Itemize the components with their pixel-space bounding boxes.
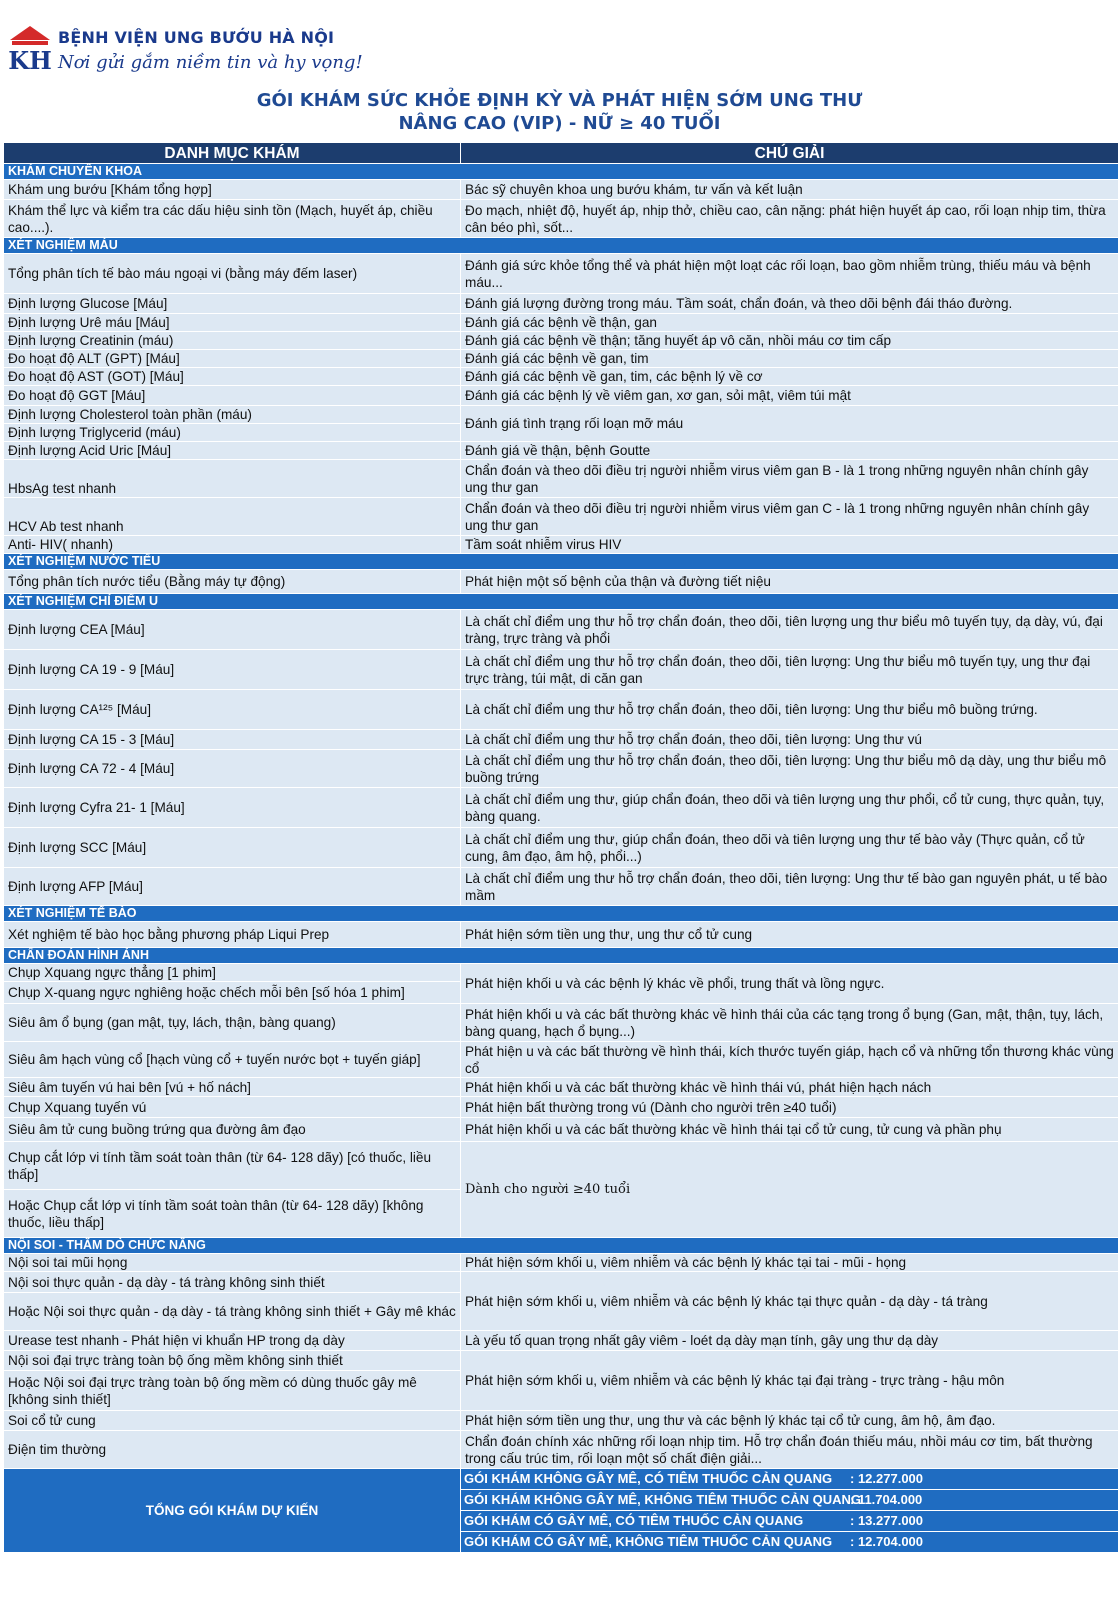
exam-item: Định lượng CA¹²⁵ [Máu]	[4, 690, 461, 730]
exam-item: Định lượng Acid Uric [Máu]	[4, 442, 461, 460]
exam-note: Đánh giá sức khỏe tổng thể và phát hiện một loạt các rối loạn, bao gồm nhiễm trùng, thiếu máu và bệnh máu...	[461, 254, 1119, 294]
exam-note: Đánh giá các bệnh lý về viêm gan, xơ gan, sỏi mật, viêm túi mật	[461, 386, 1119, 406]
exam-item: Định lượng CA 15 - 3 [Máu]	[4, 730, 461, 750]
exam-note: Phát hiện khối u và các bệnh lý khác về phổi, trung thất và lồng ngực.	[461, 964, 1119, 1004]
exam-note: Đánh giá tình trạng rối loạn mỡ máu	[461, 406, 1119, 442]
section-title: XÉT NGHIỆM CHỈ ĐIỂM U	[4, 594, 1119, 610]
package-name: GÓI KHÁM CÓ GÂY MÊ, CÓ TIÊM THUỐC CẢN QUANG	[464, 1513, 804, 1528]
exam-item: Đo hoạt độ GGT [Máu]	[4, 386, 461, 406]
logo-letters: KH	[8, 46, 52, 74]
exam-note: Phát hiện sớm tiền ung thư, ung thư cổ tử cung	[461, 922, 1119, 948]
exam-note: Là chất chỉ điểm ung thư hỗ trợ chẩn đoán, theo dõi, tiên lượng: Ung thư biểu mô tuyến tụy, ung thư đại trực tràng, túi mật, di căn gan	[461, 650, 1119, 690]
exam-note: Là chất chỉ điểm ung thư hỗ trợ chẩn đoán, theo dõi, tiên lượng: Ung thư biểu mô buồng trứng.	[461, 690, 1119, 730]
exam-item: Xét nghiệm tế bào học bằng phương pháp Liqui Prep	[4, 922, 461, 948]
exam-item: Nội soi thực quản - dạ dày - tá tràng không sinh thiết	[4, 1272, 461, 1293]
exam-note: Phát hiện sớm tiền ung thư, ung thư và các bệnh lý khác tại cổ tử cung, âm hộ, âm đạo.	[461, 1411, 1119, 1431]
package-name: GÓI KHÁM CÓ GÂY MÊ, KHÔNG TIÊM THUỐC CẢN QUANG	[464, 1534, 833, 1549]
exam-note: Dành cho người ≥40 tuổi	[461, 1142, 1119, 1238]
exam-item: Chụp X-quang ngực nghiêng hoặc chếch mỗi bên [số hóa 1 phim]	[4, 982, 461, 1004]
package-price: : 11.704.000	[850, 1492, 923, 1507]
exam-item: Định lượng AFP [Máu]	[4, 868, 461, 906]
exam-package-table	[3, 142, 1119, 1553]
exam-note: Là chất chỉ điểm ung thư hỗ trợ chẩn đoán, theo dõi, tiên lượng: Ung thư biểu mô dạ dày, ung thư biểu mô buồng trứng	[461, 750, 1119, 788]
page-title-line-1: GÓI KHÁM SỨC KHỎE ĐỊNH KỲ VÀ PHÁT HIỆN SỚM UNG THƯ	[256, 90, 863, 111]
page-title-line-2: NÂNG CAO (VIP) - NỮ ≥ 40 TUỔI	[398, 113, 721, 134]
section-title: CHẨN ĐOÁN HÌNH ẢNH	[4, 948, 1119, 964]
exam-note: Đánh giá lượng đường trong máu. Tầm soát, chẩn đoán, và theo dõi bệnh đái tháo đường.	[461, 294, 1119, 314]
exam-item: Hoặc Nội soi thực quản - dạ dày - tá tràng không sinh thiết + Gây mê khác	[4, 1293, 461, 1331]
exam-note: Phát hiện khối u và các bất thường khác về hình thái tại cổ tử cung, tử cung và phần phụ	[461, 1118, 1119, 1142]
total-package-label: TỔNG GÓI KHÁM DỰ KIẾN	[4, 1469, 461, 1553]
column-header-note: CHÚ GIẢI	[461, 143, 1119, 164]
exam-note: Bác sỹ chuyên khoa ung bướu khám, tư vấn và kết luận	[461, 180, 1119, 200]
hospital-logo-icon	[8, 24, 52, 74]
exam-item: Khám thể lực và kiểm tra các dấu hiệu sinh tồn (Mạch, huyết áp, chiều cao....).	[4, 200, 461, 238]
package-name: GÓI KHÁM KHÔNG GÂY MÊ, KHÔNG TIÊM THUỐC CẢN QUANG	[464, 1492, 861, 1507]
exam-note: Chẩn đoán và theo dõi điều trị người nhiễm virus viêm gan C - là 1 trong những nguyên nhân chính gây ung thư gan	[461, 498, 1119, 536]
column-header-item: DANH MỤC KHÁM	[4, 143, 461, 164]
package-price-row	[461, 1532, 1119, 1553]
exam-item: Hoặc Chụp cắt lớp vi tính tầm soát toàn thân (từ 64- 128 dãy) [không thuốc, liều thấp]	[4, 1190, 461, 1238]
exam-item: Soi cổ tử cung	[4, 1411, 461, 1431]
exam-item: Đo hoạt độ AST (GOT) [Máu]	[4, 368, 461, 386]
package-price: : 13.277.000	[850, 1513, 924, 1528]
exam-note: Là chất chỉ điểm ung thư hỗ trợ chẩn đoán, theo dõi, tiên lượng: Ung thư tế bào gan nguyên phát, u tế bào mầm	[461, 868, 1119, 906]
exam-item: Anti- HIV( nhanh)	[4, 536, 461, 554]
hospital-name: BỆNH VIỆN UNG BƯỚU HÀ NỘI	[58, 28, 335, 47]
package-name: GÓI KHÁM KHÔNG GÂY MÊ, CÓ TIÊM THUỐC CẢN QUANG	[464, 1471, 833, 1486]
exam-item: Nội soi tai mũi họng	[4, 1254, 461, 1272]
exam-item: Chụp cắt lớp vi tính tầm soát toàn thân (từ 64- 128 dãy) [có thuốc, liều thấp]	[4, 1142, 461, 1190]
exam-item: Chụp Xquang tuyến vú	[4, 1097, 461, 1118]
exam-item: Định lượng Cholesterol toàn phần (máu)	[4, 406, 461, 424]
section-title: NỘI SOI - THĂM DÒ CHỨC NĂNG	[4, 1238, 1119, 1254]
exam-item: Định lượng Urê máu [Máu]	[4, 314, 461, 332]
exam-item: Định lượng Triglycerid (máu)	[4, 424, 461, 442]
exam-item: Đo hoạt độ ALT (GPT) [Máu]	[4, 350, 461, 368]
package-price: : 12.277.000	[850, 1471, 924, 1486]
section-title: XÉT NGHIỆM TẾ BÀO	[4, 906, 1119, 922]
hospital-slogan: Nơi gửi gắm niềm tin và hy vọng!	[58, 52, 363, 73]
exam-note: Đo mạch, nhiệt độ, huyết áp, nhịp thở, chiều cao, cân nặng: phát hiện huyết áp cao, rối loạn nhịp tim, thừa cân béo phì, sốt...	[461, 200, 1119, 238]
exam-note: Phát hiện khối u và các bất thường khác về hình thái vú, phát hiện hạch nách	[461, 1078, 1119, 1097]
exam-item: Siêu âm hạch vùng cổ [hạch vùng cổ + tuyến nước bọt + tuyến giáp]	[4, 1042, 461, 1078]
exam-item: Định lượng CA 19 - 9 [Máu]	[4, 650, 461, 690]
exam-note: Là yếu tố quan trọng nhất gây viêm - loét dạ dày mạn tính, gây ung thư dạ dày	[461, 1331, 1119, 1351]
exam-note: Phát hiện bất thường trong vú (Dành cho người trên ≥40 tuổi)	[461, 1097, 1119, 1118]
exam-note: Đánh giá các bệnh về thận; tăng huyết áp vô căn, nhồi máu cơ tim cấp	[461, 332, 1119, 350]
package-price-row	[461, 1469, 1119, 1490]
exam-item: Định lượng CEA [Máu]	[4, 610, 461, 650]
package-price: : 12.704.000	[850, 1534, 924, 1549]
exam-item: Urease test nhanh - Phát hiện vi khuẩn HP trong dạ dày	[4, 1331, 461, 1351]
exam-note: Phát hiện u và các bất thường về hình thái, kích thước tuyến giáp, hạch cổ và những tổn thương khác vùng cổ	[461, 1042, 1119, 1078]
exam-item: Tổng phân tích tế bào máu ngoại vi (bằng máy đếm laser)	[4, 254, 461, 294]
hospital-logo	[8, 22, 363, 82]
exam-note: Phát hiện khối u và các bất thường khác về hình thái của các tạng trong ổ bụng (Gan, mật, thận, tụy, lách, bàng quang, hạch ổ bụng...)	[461, 1004, 1119, 1042]
exam-item: Khám ung bướu [Khám tổng hợp]	[4, 180, 461, 200]
section-title: XÉT NGHIỆM MÁU	[4, 238, 1119, 254]
exam-item: HbsAg test nhanh	[4, 460, 461, 498]
exam-item: Siêu âm tuyến vú hai bên [vú + hố nách]	[4, 1078, 461, 1097]
exam-item: Nội soi đại trực tràng toàn bộ ống mềm không sinh thiết	[4, 1351, 461, 1371]
exam-note: Là chất chỉ điểm ung thư, giúp chẩn đoán, theo dõi và tiên lượng ung thư phổi, cổ tử cung, thực quản, tụy, bàng quang.	[461, 788, 1119, 828]
exam-note: Phát hiện sớm khối u, viêm nhiễm và các bệnh lý khác tại tai - mũi - họng	[461, 1254, 1119, 1272]
exam-item: Điện tim thường	[4, 1431, 461, 1469]
package-price-row	[461, 1511, 1119, 1532]
exam-item: Siêu âm ổ bụng (gan mật, tụy, lách, thận, bàng quang)	[4, 1004, 461, 1042]
exam-note: Đánh giá các bệnh về gan, tim	[461, 350, 1119, 368]
exam-note: Tầm soát nhiễm virus HIV	[461, 536, 1119, 554]
exam-item: Chụp Xquang ngực thẳng [1 phim]	[4, 964, 461, 982]
exam-note: Là chất chỉ điểm ung thư hỗ trợ chẩn đoán, theo dõi, tiên lượng ung thư biểu mô tuyến tụy, dạ dày, vú, đại tràng, trực tràng và phổi	[461, 610, 1119, 650]
exam-item: HCV Ab test nhanh	[4, 498, 461, 536]
exam-item: Định lượng Glucose [Máu]	[4, 294, 461, 314]
exam-item: Hoặc Nội soi đại trực tràng toàn bộ ống mềm có dùng thuốc gây mê [không sinh thiết]	[4, 1371, 461, 1411]
exam-note: Là chất chỉ điểm ung thư, giúp chẩn đoán, theo dõi và tiên lượng ung thư tế bào vảy (Thực quản, cổ tử cung, âm đạo, âm hộ, phổi...)	[461, 828, 1119, 868]
package-price-row	[461, 1490, 1119, 1511]
exam-note: Là chất chỉ điểm ung thư hỗ trợ chẩn đoán, theo dõi, tiên lượng: Ung thư vú	[461, 730, 1119, 750]
exam-item: Tổng phân tích nước tiểu (Bằng máy tự động)	[4, 570, 461, 594]
exam-note: Đánh giá các bệnh về thận, gan	[461, 314, 1119, 332]
exam-note: Đánh giá các bệnh về gan, tim, các bệnh lý về cơ	[461, 368, 1119, 386]
exam-note: Phát hiện sớm khối u, viêm nhiễm và các bệnh lý khác tại thực quản - dạ dày - tá tràng	[461, 1272, 1119, 1331]
exam-item: Định lượng CA 72 - 4 [Máu]	[4, 750, 461, 788]
exam-item: Định lượng SCC [Máu]	[4, 828, 461, 868]
exam-note: Phát hiện sớm khối u, viêm nhiễm và các bệnh lý khác tại đại tràng - trực tràng - hậu môn	[461, 1351, 1119, 1411]
section-title: KHÁM CHUYÊN KHOA	[4, 164, 1119, 180]
exam-item: Định lượng Creatinin (máu)	[4, 332, 461, 350]
exam-note: Chẩn đoán chính xác những rối loạn nhịp tim. Hỗ trợ chẩn đoán thiếu máu, nhồi máu cơ tim, bất thường trong cấu trúc tim, rối loạn một số chất điện giải...	[461, 1431, 1119, 1469]
exam-item: Định lượng Cyfra 21- 1 [Máu]	[4, 788, 461, 828]
exam-note: Phát hiện một số bệnh của thận và đường tiết niệu	[461, 570, 1119, 594]
exam-item: Siêu âm tử cung buồng trứng qua đường âm đạo	[4, 1118, 461, 1142]
exam-note: Đánh giá về thận, bệnh Goutte	[461, 442, 1119, 460]
exam-note: Chẩn đoán và theo dõi điều trị người nhiễm virus viêm gan B - là 1 trong những nguyên nhân chính gây ung thư gan	[461, 460, 1119, 498]
section-title: XÉT NGHIỆM NƯỚC TIỂU	[4, 554, 1119, 570]
